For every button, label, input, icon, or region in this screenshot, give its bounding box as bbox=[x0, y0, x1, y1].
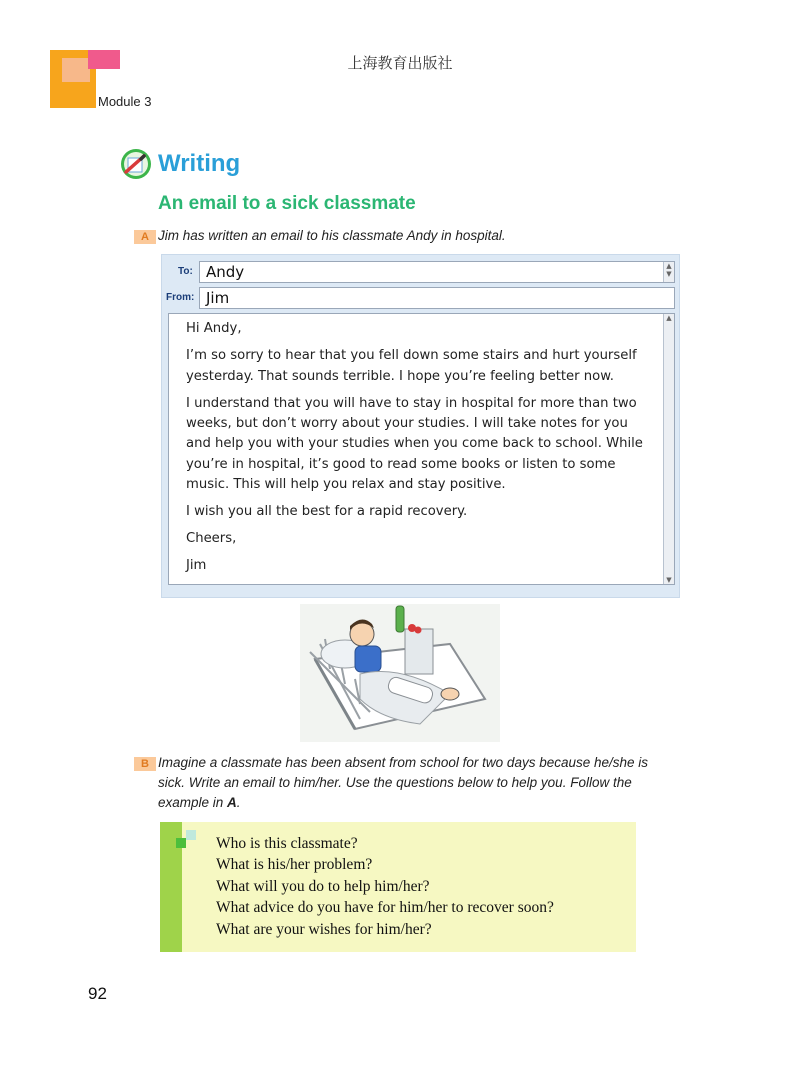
part-a-reference: A bbox=[227, 795, 237, 810]
email-closing: Cheers, bbox=[186, 531, 237, 546]
module-label: Module 3 bbox=[98, 94, 152, 109]
part-b-instruction-line: sick. Write an email to him/her. Use the questions below to help you. Follow the bbox=[158, 775, 632, 790]
question-item: What advice do you have for him/her to recover soon? bbox=[216, 899, 554, 916]
publisher-name: 上海教育出版社 bbox=[347, 54, 453, 72]
from-label: From: bbox=[166, 292, 195, 303]
questions-box-decoration bbox=[176, 838, 186, 848]
section-title: Writing bbox=[158, 150, 241, 177]
to-field-scrollbar[interactable] bbox=[663, 262, 674, 282]
part-b-instruction-line: Imagine a classmate has been absent from school for two days because he/she is bbox=[158, 755, 649, 770]
from-field[interactable]: Jim bbox=[199, 287, 675, 309]
email-text-line: I’m so sorry to hear that you fell down some stairs and hurt yourself bbox=[186, 348, 637, 363]
email-text-line: weeks, but don’t worry about your studies. I will take notes for you bbox=[186, 416, 628, 431]
part-b-tag: B bbox=[134, 757, 156, 771]
questions-box-decoration bbox=[186, 830, 196, 840]
scroll-up-arrow-icon[interactable]: ▲ bbox=[666, 314, 672, 322]
question-item: What is his/her problem? bbox=[216, 856, 373, 873]
email-text-line: and help you with your studies when you come back to school. While bbox=[186, 436, 643, 451]
boy-in-hospital-bed-illustration bbox=[300, 604, 500, 742]
scroll-down-arrow-icon[interactable]: ▼ bbox=[666, 270, 672, 278]
scroll-up-arrow-icon[interactable]: ▲ bbox=[666, 262, 672, 270]
pen-paper-icon bbox=[120, 148, 152, 180]
email-text-line: I wish you all the best for a rapid recovery. bbox=[186, 504, 468, 519]
to-field[interactable]: Andy bbox=[199, 261, 675, 283]
question-item: What are your wishes for him/her? bbox=[216, 921, 432, 938]
scroll-down-arrow-icon[interactable]: ▼ bbox=[666, 576, 672, 584]
question-item: What will you do to help him/her? bbox=[216, 878, 430, 895]
email-text-line: music. This will help you relax and stay positive. bbox=[186, 477, 506, 492]
email-greeting: Hi Andy, bbox=[186, 321, 242, 336]
to-label: To: bbox=[178, 266, 193, 277]
section-subtitle: An email to a sick classmate bbox=[158, 193, 416, 214]
page-number: 92 bbox=[88, 984, 107, 1003]
part-a-tag: A bbox=[134, 230, 156, 244]
part-a-instruction: Jim has written an email to his classmate Andy in hospital. bbox=[158, 228, 506, 243]
part-b-instruction-line: example in A. bbox=[158, 795, 241, 810]
email-text-line: you’re in hospital, it’s good to read some books or listen to some bbox=[186, 457, 616, 472]
email-signature: Jim bbox=[186, 558, 207, 573]
email-text-line: I understand that you will have to stay in hospital for more than two bbox=[186, 396, 637, 411]
email-body-scrollbar[interactable] bbox=[663, 314, 674, 584]
email-text-line: yesterday. That sounds terrible. I hope you’re feeling better now. bbox=[186, 369, 614, 384]
question-item: Who is this classmate? bbox=[216, 835, 358, 852]
